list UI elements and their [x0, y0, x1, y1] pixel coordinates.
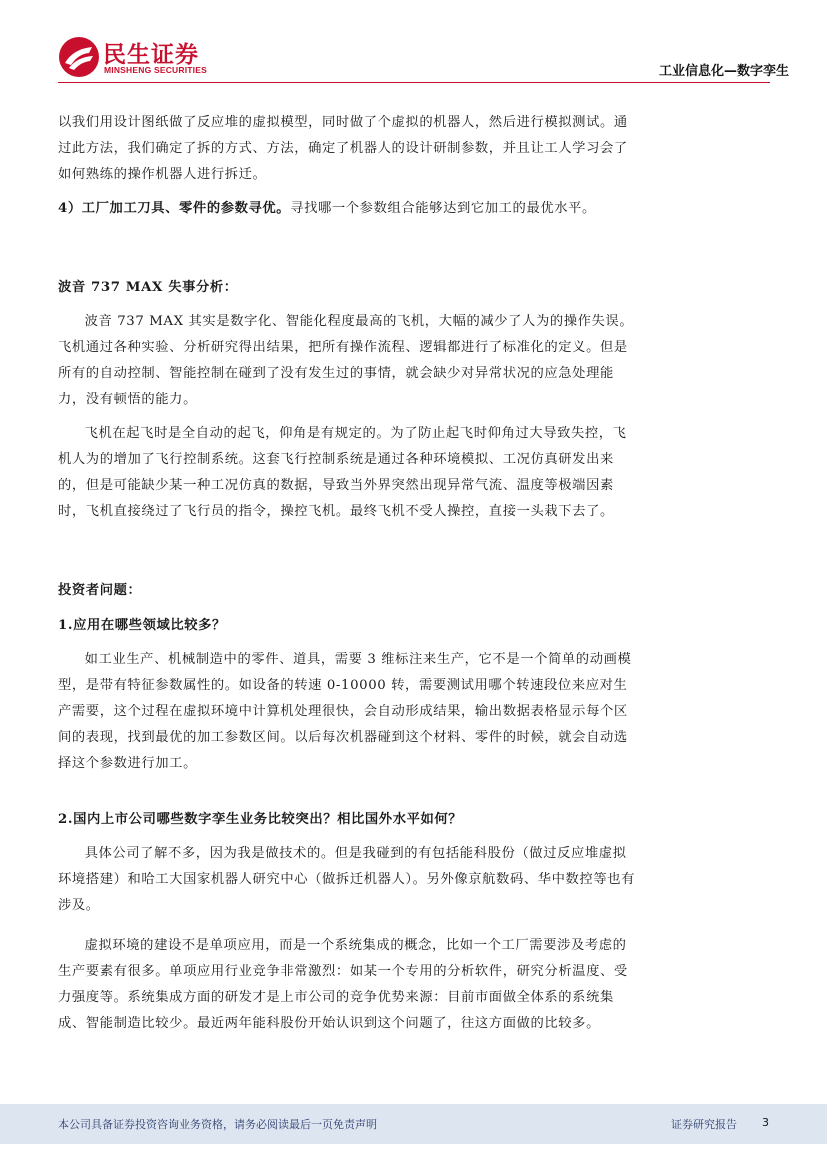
paragraph-reactor: 以我们用设计图纸做了反应堆的虚拟模型，同时做了个虚拟的机器人，然后进行模拟测试。通过此方法，我们确定了拆的方式、方法，确定了机器人的设计研制参数，并且让工人学习会了如何熟练的操作机器人进行拆迁。: [58, 115, 628, 182]
answer-1: 如工业生产、机械制造中的零件、道具，需要 3 维标注来生产，它不是一个简单的动画模型，是带有特征参数属性的。如设备的转速 0-10000 转，需要测试用哪个转速段位来应对生产需要，这个过程在虚拟环境中计算机处理很快，会自动形成结果，输出数据表格显示每个区间的表现，找到最优的加工参数区间。以后每次机器碰到这个材料、零件的时候，就会自动选择这个参数进行加工。: [58, 652, 632, 771]
page-footer: [0, 1104, 827, 1144]
brand-name-en: MINSHENG SECURITIES: [104, 65, 207, 75]
answer-2-part-1: 具体公司了解不多，因为我是做技术的。但是我碰到的有包括能科股份（做过反应堆虚拟环境搭建）和哈工大国家机器人研究中心（做拆迁机器人）。另外像京航数码、华中数控等也有涉及。: [58, 846, 636, 913]
footer-disclaimer: 本公司具备证券投资咨询业务资格，请务必阅读最后一页免责声明: [58, 1118, 377, 1131]
minsheng-logo-icon: [58, 36, 100, 78]
paragraph-boeing-1: 波音 737 MAX 其实是数字化、智能化程度最高的飞机，大幅的减少了人为的操作失误。飞机通过各种实验、分析研究得出结果，把所有操作流程、逻辑都进行了标准化的定义。但是所有的自动控制、智能控制在碰到了没有发生过的事情，就会缺少对异常状况的应急处理能力，没有顿悟的能力。: [58, 314, 634, 407]
answer-2-part-2: 虚拟环境的建设不是单项应用，而是一个系统集成的概念，比如一个工厂需要涉及考虑的生产要素有很多。单项应用行业竞争非常激烈：如某一个专用的分析软件，研究分析温度、受力强度等。系统集成方面的研发才是上市公司的竞争优势来源：目前市面做全体系的系统集成、智能制造比较少。最近两年能科股份开始认识到这个问题了，往这方面做的比较多。: [58, 938, 628, 1031]
page-number: 3: [762, 1116, 769, 1129]
footer-report-type: 证券研究报告: [671, 1118, 737, 1131]
investor-heading: 投资者问题：: [58, 583, 142, 598]
question-1: 1.应用在哪些领域比较多？: [58, 618, 226, 633]
header-divider: [58, 82, 770, 83]
tool-params-text: 寻找哪一个参数组合能够达到它加工的最优水平。: [290, 201, 596, 216]
boeing-heading: 波音 737 MAX 失事分析：: [58, 280, 238, 295]
question-2: 2.国内上市公司哪些数字孪生业务比较突出？相比国外水平如何？: [58, 812, 463, 827]
page-header: [0, 0, 827, 90]
paragraph-boeing-2: 飞机在起飞时是全自动的起飞，仰角是有规定的。为了防止起飞时仰角过大导致失控，飞机人为的增加了飞行控制系统。这套飞行控制系统是通过各种环境模拟、工况仿真研发出来的，但是可能缺少某一种工况仿真的数据，导致当外界突然出现异常气流、温度等极端因素时，飞机直接绕过了飞行员的指令，操控飞机。最终飞机不受人操控，直接一头栽下去了。: [58, 426, 627, 519]
brand-name-cn: 民生证券: [103, 42, 199, 68]
section-tag: 工业信息化—数字孪生: [658, 64, 789, 79]
paragraph-tool-params: [58, 196, 636, 222]
tool-params-heading: 4）工厂加工刀具、零件的参数寻优。: [58, 201, 291, 216]
report-body: [58, 110, 636, 1037]
